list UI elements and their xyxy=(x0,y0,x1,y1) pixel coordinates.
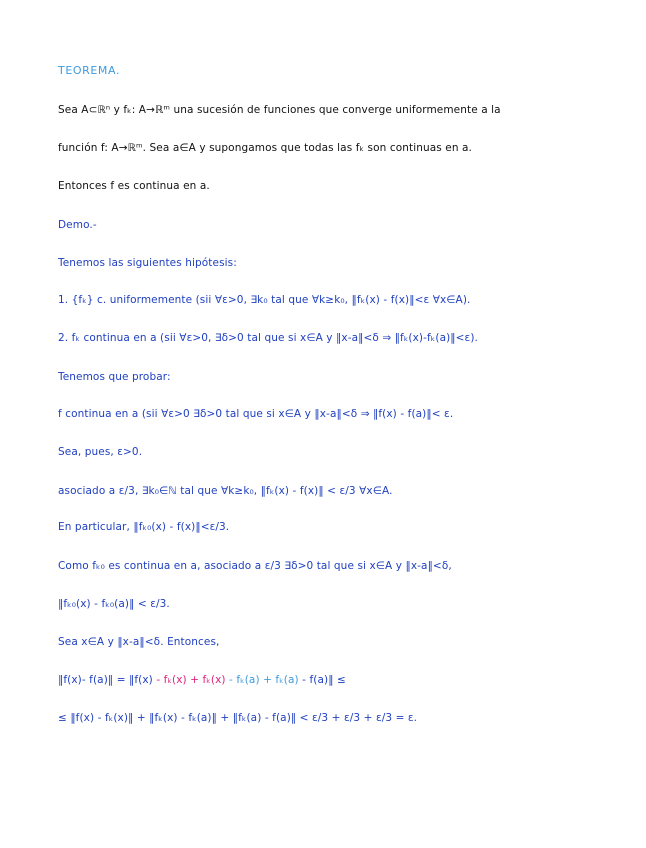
theorem-title: TEOREMA. xyxy=(58,64,121,77)
theorem-line-3: Entonces f es continua en a. xyxy=(58,180,210,192)
equation-1-part-4: - f(a)‖ ≤ xyxy=(298,674,346,686)
proof-step-2: asociado a ε/3, ∃k₀∈ℕ tal que ∀k≥k₀, ‖fₖ(x) - f(x)‖ < ε/3 ∀x∈A. xyxy=(58,485,393,497)
proof-step-1: Sea, pues, ε>0. xyxy=(58,446,143,458)
proof-step-5: ‖fₖ₀(x) - fₖ₀(a)‖ < ε/3. xyxy=(58,598,170,610)
equation-1-part-1: ‖f(x)- f(a)‖ = ‖f(x) xyxy=(58,674,153,686)
hypothesis-2: 2. fₖ continua en a (sii ∀ε>0, ∃δ>0 tal que si x∈A y ‖x-a‖<δ ⇒ ‖fₖ(x)-fₖ(a)‖<ε). xyxy=(58,332,478,344)
proof-step-6: Sea x∈A y ‖x-a‖<δ. Entonces, xyxy=(58,636,220,648)
equation-1-light-blue-terms: - fₖ(a) + fₖ(a) xyxy=(225,674,299,686)
equation-line-2: ≤ ‖f(x) - fₖ(x)‖ + ‖fₖ(x) - fₖ(a)‖ + ‖fₖ(a) - f(a)‖ < ε/3 + ε/3 + ε/3 = ε. xyxy=(58,712,418,724)
theorem-line-1: Sea A⊂ℝⁿ y fₖ: A→ℝᵐ una sucesión de funciones que converge uniformemente a la xyxy=(58,104,501,116)
theorem-line-2: función f: A→ℝᵐ. Sea a∈A y supongamos que todas las fₖ son continuas en a. xyxy=(58,142,472,154)
proof-title: Demo.- xyxy=(58,219,97,231)
proof-step-4: Como fₖ₀ es continua en a, asociado a ε/3 ∃δ>0 tal que si x∈A y ‖x-a‖<δ, xyxy=(58,560,452,572)
hypothesis-1: 1. {fₖ} c. uniformemente (sii ∀ε>0, ∃k₀ tal que ∀k≥k₀, ‖fₖ(x) - f(x)‖<ε ∀x∈A). xyxy=(58,294,471,306)
hypotheses-intro: Tenemos las siguientes hipótesis: xyxy=(58,257,237,269)
proof-step-3: En particular, ‖fₖ₀(x) - f(x)‖<ε/3. xyxy=(58,521,230,533)
equation-1-pink-terms: - fₖ(x) + fₖ(x) xyxy=(152,674,226,686)
equation-line-1 xyxy=(58,674,346,686)
goal-intro: Tenemos que probar: xyxy=(58,371,171,383)
goal-statement: f continua en a (sii ∀ε>0 ∃δ>0 tal que si x∈A y ‖x-a‖<δ ⇒ ‖f(x) - f(a)‖< ε. xyxy=(58,408,454,420)
